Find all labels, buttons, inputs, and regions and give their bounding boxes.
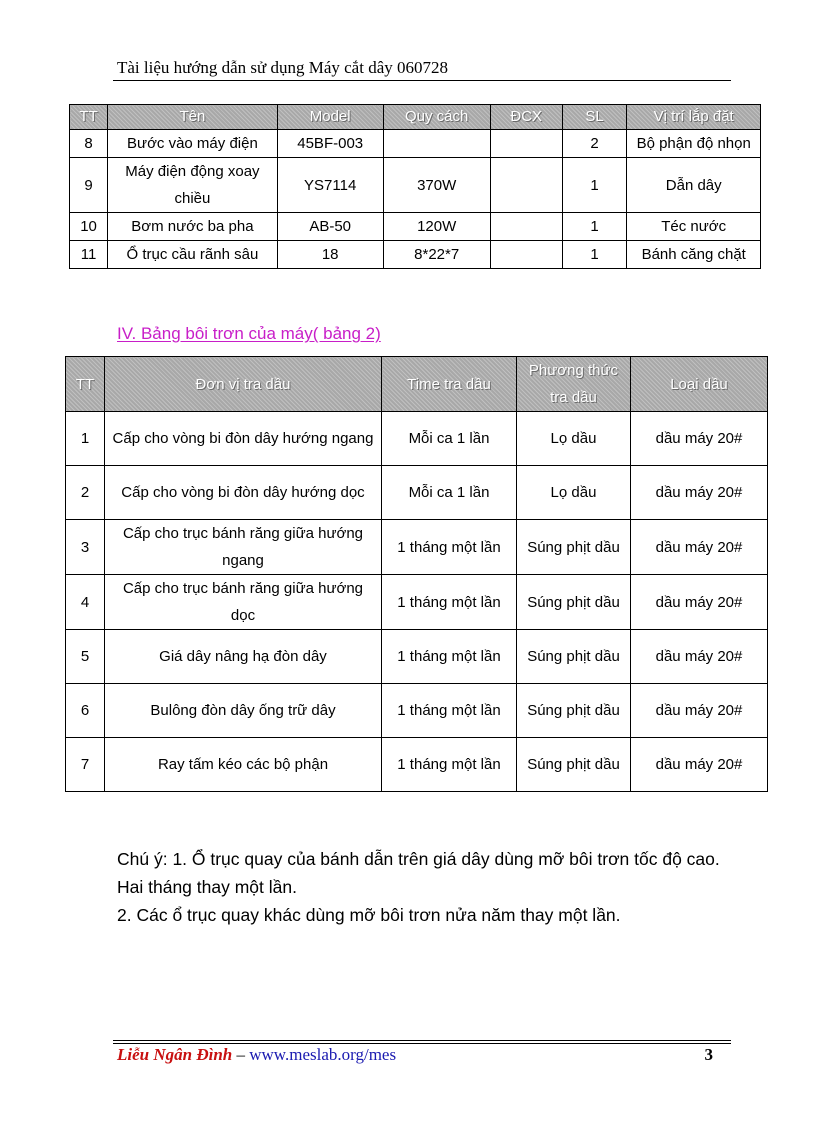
table-cell: Giá dây nâng hạ đòn dây	[105, 630, 382, 684]
table-cell: dầu máy 20#	[631, 738, 768, 792]
parts-table	[69, 104, 761, 269]
document-header-title: Tài liệu hướng dẫn sử dụng Máy cắt dây 060728	[117, 58, 448, 77]
table-cell: 8*22*7	[383, 241, 490, 269]
table-cell: 1 tháng một lần	[382, 575, 517, 630]
column-header: TT	[70, 105, 108, 130]
table-row	[70, 241, 761, 269]
table-cell: Cấp cho trục bánh răng giữa hướng dọc	[105, 575, 382, 630]
table-row	[70, 213, 761, 241]
table-cell: Téc nước	[627, 213, 761, 241]
table-cell: Lọ dầu	[517, 466, 631, 520]
table-cell: dầu máy 20#	[631, 575, 768, 630]
table-cell: 120W	[383, 213, 490, 241]
table-cell: Súng phịt dầu	[517, 575, 631, 630]
table-cell: 5	[66, 630, 105, 684]
table-cell: 1	[66, 412, 105, 466]
footer-author: Liễu Ngân Đình	[117, 1045, 233, 1064]
page-footer	[117, 1045, 713, 1065]
table-cell: Bánh căng chặt	[627, 241, 761, 269]
table-cell: Súng phịt dầu	[517, 630, 631, 684]
footer-url-link[interactable]: www.meslab.org/mes	[249, 1045, 397, 1064]
table-cell	[490, 130, 562, 158]
table-cell: dầu máy 20#	[631, 684, 768, 738]
table-cell: 1	[562, 213, 627, 241]
table-row	[70, 130, 761, 158]
table-cell: 1	[562, 241, 627, 269]
header-divider	[113, 80, 731, 81]
section-heading-lubrication: IV. Bảng bôi trơn của máy( bảng 2)	[117, 324, 381, 343]
table-cell: Lọ dầu	[517, 412, 631, 466]
table-cell: 3	[66, 520, 105, 575]
table-cell: Bộ phận độ nhọn	[627, 130, 761, 158]
table-cell: Mỗi ca 1 lần	[382, 412, 517, 466]
table-cell: 18	[277, 241, 383, 269]
table-cell: Ổ trục cầu rãnh sâu	[108, 241, 278, 269]
column-header: ĐCX	[490, 105, 562, 130]
column-header: Time tra dầu	[382, 357, 517, 412]
table-cell: 1 tháng một lần	[382, 738, 517, 792]
table-cell: 6	[66, 684, 105, 738]
table-row	[66, 630, 768, 684]
table-row	[70, 158, 761, 213]
note-line: Chú ý: 1. Ổ trục quay của bánh dẫn trên giá dây dùng mỡ bôi trơn tốc độ cao. Hai tháng thay một lần.	[117, 849, 720, 897]
column-header: Quy cách	[383, 105, 490, 130]
table-cell: Súng phịt dầu	[517, 738, 631, 792]
table-cell: 10	[70, 213, 108, 241]
table-row	[66, 684, 768, 738]
table-cell: dầu máy 20#	[631, 630, 768, 684]
column-header: Đơn vị tra dầu	[105, 357, 382, 412]
table-cell: 7	[66, 738, 105, 792]
column-header: Tên	[108, 105, 278, 130]
footer-divider	[113, 1040, 731, 1041]
table-cell: 8	[70, 130, 108, 158]
table-cell: Bulông đòn dây ống trữ dây	[105, 684, 382, 738]
table-row	[66, 738, 768, 792]
table-cell: dầu máy 20#	[631, 520, 768, 575]
table-cell: Cấp cho vòng bi đòn dây hướng dọc	[105, 466, 382, 520]
table-cell: 370W	[383, 158, 490, 213]
table-cell	[490, 158, 562, 213]
column-header: TT	[66, 357, 105, 412]
table-cell: Bơm nước ba pha	[108, 213, 278, 241]
table-cell: Mỗi ca 1 lần	[382, 466, 517, 520]
column-header: Loại dầu	[631, 357, 768, 412]
table-cell: 9	[70, 158, 108, 213]
table-cell: Ray tấm kéo các bộ phận	[105, 738, 382, 792]
table-cell: Cấp cho trục bánh răng giữa hướng ngang	[105, 520, 382, 575]
table-cell: 2	[66, 466, 105, 520]
table-cell: Dẫn dây	[627, 158, 761, 213]
page-number: 3	[704, 1045, 713, 1064]
table-cell	[490, 213, 562, 241]
note-line: 2. Các ổ trục quay khác dùng mỡ bôi trơn nửa năm thay một lần.	[117, 905, 621, 925]
table-cell: YS7114	[277, 158, 383, 213]
table-cell: 1	[562, 158, 627, 213]
table-cell: AB-50	[277, 213, 383, 241]
lubrication-table	[65, 356, 768, 792]
table-row	[66, 575, 768, 630]
table-cell: 45BF-003	[277, 130, 383, 158]
column-header: SL	[562, 105, 627, 130]
footer-divider	[113, 1043, 731, 1044]
parts-table-header-row	[70, 105, 761, 130]
table-cell: Máy điện động xoay chiều	[108, 158, 278, 213]
note-block	[117, 845, 742, 929]
table-cell: 2	[562, 130, 627, 158]
table-row	[66, 466, 768, 520]
table-cell: 1 tháng một lần	[382, 684, 517, 738]
lubrication-table-header-row	[66, 357, 768, 412]
table-cell: 11	[70, 241, 108, 269]
table-row	[66, 412, 768, 466]
table-cell: 1 tháng một lần	[382, 630, 517, 684]
table-cell: Súng phịt dầu	[517, 520, 631, 575]
table-cell: dầu máy 20#	[631, 466, 768, 520]
table-cell	[490, 241, 562, 269]
table-cell: 1 tháng một lần	[382, 520, 517, 575]
column-header: Phương thức tra dầu	[517, 357, 631, 412]
table-row	[66, 520, 768, 575]
table-cell: Bước vào máy điện	[108, 130, 278, 158]
table-cell: Súng phịt dầu	[517, 684, 631, 738]
table-cell: 4	[66, 575, 105, 630]
column-header: Vị trí lắp đặt	[627, 105, 761, 130]
footer-separator: –	[232, 1045, 250, 1064]
table-cell: Cấp cho vòng bi đòn dây hướng ngang	[105, 412, 382, 466]
column-header: Model	[277, 105, 383, 130]
table-cell	[383, 130, 490, 158]
table-cell: dầu máy 20#	[631, 412, 768, 466]
